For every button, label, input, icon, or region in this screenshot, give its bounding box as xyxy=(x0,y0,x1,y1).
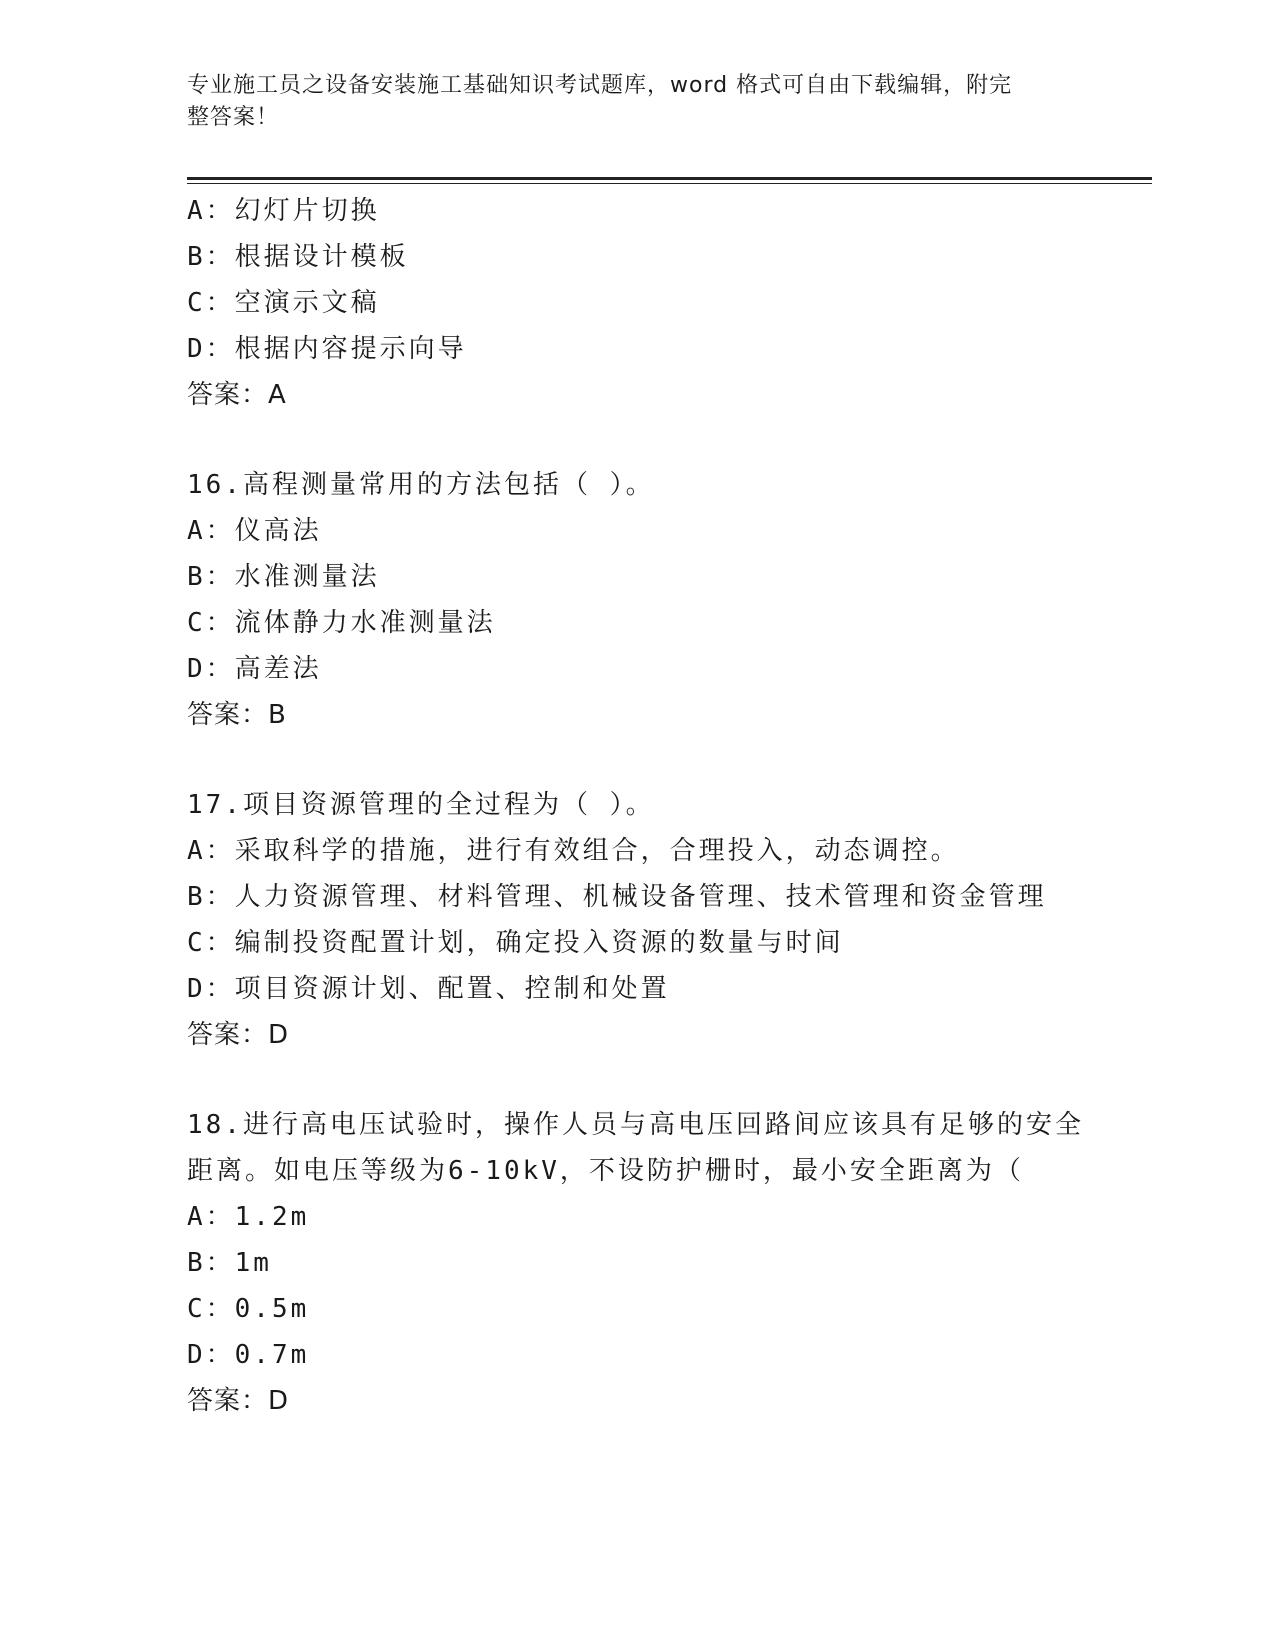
header-rule-thick xyxy=(187,177,1152,180)
option-c: C：0.5m xyxy=(187,1294,310,1324)
question-15-partial xyxy=(187,188,1087,418)
option-c: C：空演示文稿 xyxy=(187,288,380,318)
option-b: B：水准测量法 xyxy=(187,562,380,592)
header-line-1: 专业施工员之设备安装施工基础知识考试题库，word 格式可自由下载编辑，附完 xyxy=(187,73,1013,98)
option-c: C：流体静力水准测量法 xyxy=(187,608,496,638)
option-a: A：仪高法 xyxy=(187,516,322,546)
answer: 答案：D xyxy=(187,1020,290,1050)
header-rule-thin xyxy=(187,183,1152,184)
option-d: D：高差法 xyxy=(187,654,322,684)
answer: 答案：B xyxy=(187,700,287,730)
document-header xyxy=(187,70,1077,134)
question-text-line-2: 距离。如电压等级为6-10kV，不设防护栅时，最小安全距离为（ xyxy=(187,1156,1024,1186)
option-b: B：1m xyxy=(187,1248,272,1278)
option-c: C：编制投资配置计划，确定投入资源的数量与时间 xyxy=(187,928,844,958)
question-18 xyxy=(187,1102,1087,1424)
question-text: 16.高程测量常用的方法包括（ ）。 xyxy=(187,470,655,500)
question-list xyxy=(187,188,1087,1424)
question-text: 17.项目资源管理的全过程为（ ）。 xyxy=(187,790,655,820)
option-d: D：根据内容提示向导 xyxy=(187,334,467,364)
option-d: D：0.7m xyxy=(187,1340,310,1370)
option-b: B：人力资源管理、材料管理、机械设备管理、技术管理和资金管理 xyxy=(187,882,1047,912)
option-d: D：项目资源计划、配置、控制和处置 xyxy=(187,974,670,1004)
option-b: B：根据设计模板 xyxy=(187,242,409,272)
answer: 答案：D xyxy=(187,1386,290,1416)
answer: 答案：A xyxy=(187,380,287,410)
option-a: A：1.2m xyxy=(187,1202,310,1232)
question-text-line-1: 18.进行高电压试验时，操作人员与高电压回路间应该具有足够的安全 xyxy=(187,1110,1084,1140)
option-a: A：采取科学的措施，进行有效组合，合理投入，动态调控。 xyxy=(187,836,960,866)
question-16 xyxy=(187,462,1087,738)
question-17 xyxy=(187,782,1087,1058)
header-line-2: 整答案！ xyxy=(187,105,280,130)
option-a: A：幻灯片切换 xyxy=(187,196,380,226)
